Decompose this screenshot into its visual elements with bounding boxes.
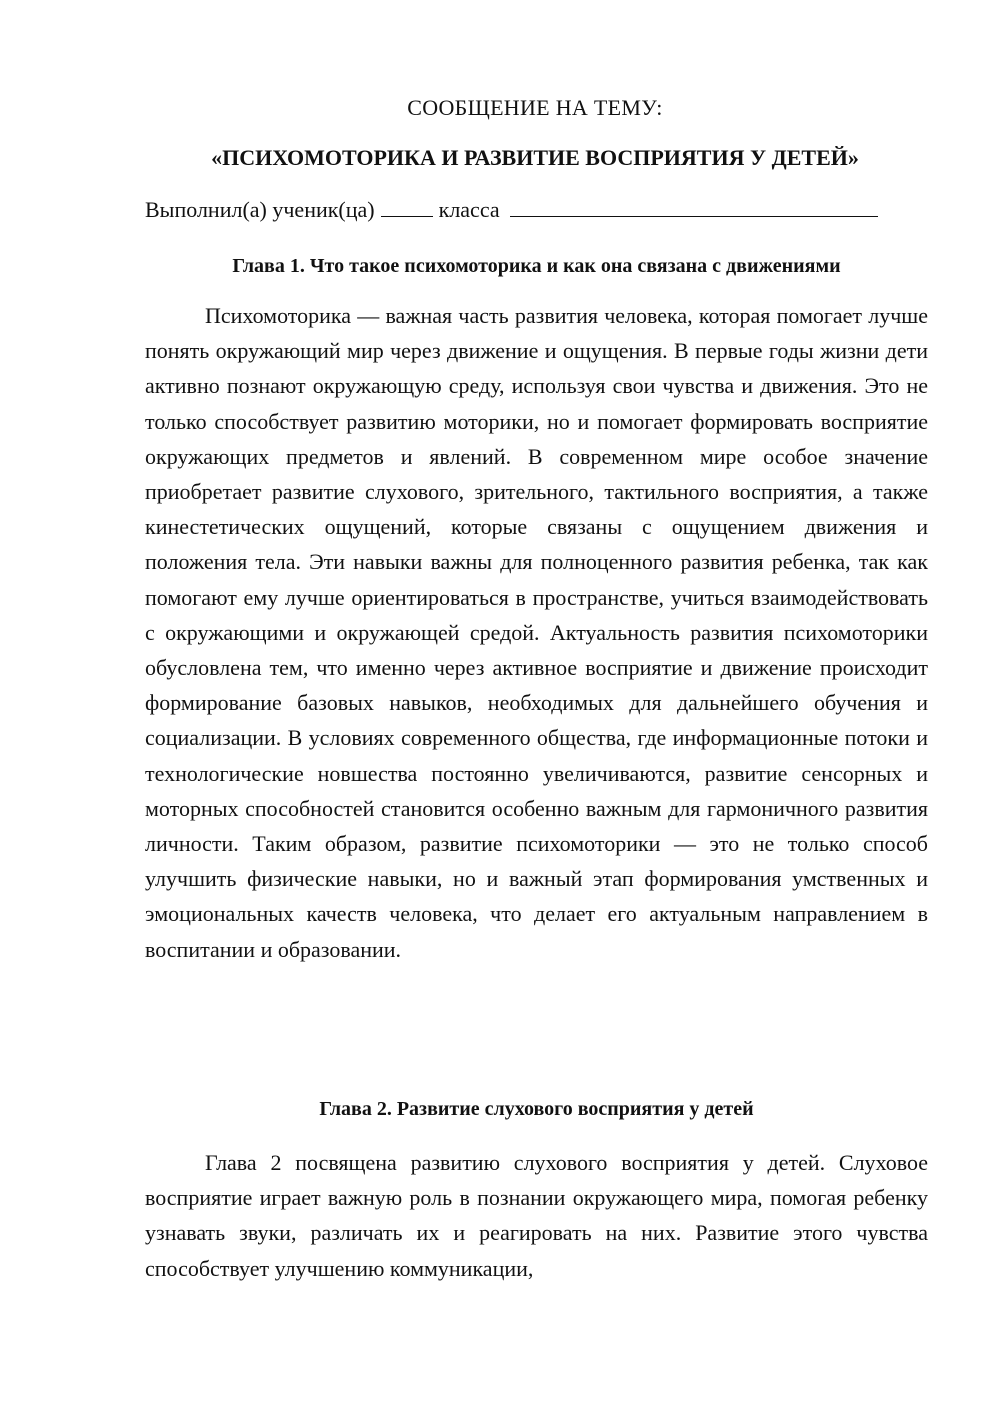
class-number-blank: [381, 198, 433, 217]
chapter-1-paragraph: Психомоторика — важная часть развития человека, которая помогает лучше понять окружающий мир через движение и ощущения. В первые годы жизни дети активно познают окружающую среду, используя свои чувства и движения. Это не только способствует развитию моторики, но и помогает формировать восприятие окружающих предметов и явлений. В современном мире особое значение приобретает развитие слухового, зрительного, тактильного восприятия, а также кинестетических ощущений, которые связаны с ощущением движения и положения тела. Эти навыки важны для полноценного развития ребенка, так как помогают ему лучше ориентироваться в пространстве, учиться взаимодействовать с окружающими и окружающей средой. Актуальность развития психомоторики обусловлена тем, что именно через активное восприятие и движение происходит формирование базовых навыков, необходимых для дальнейшего обучения и социализации. В условиях современного общества, где информационные потоки и технологические новшества постоянно увеличиваются, развитие сенсорных и моторных способностей становится особенно важным для гармоничного развития личности. Таким образом, развитие психомоторики — это не только способ улучшить физические навыки, но и важный этап формирования умственных и эмоциональных качеств человека, что делает его актуальным направлением в воспитании и образовании.: [145, 303, 928, 962]
chapter-2-paragraph: Глава 2 посвящена развитию слухового восприятия у детей. Слуховое восприятие играет важную роль в познании окружающего мира, помогая ребенку узнавать звуки, различать их и реагировать на них. Развитие этого чувства способствует улучшению коммуникации,: [145, 1150, 928, 1281]
author-name-blank: [510, 198, 878, 217]
title-line-2: «ПСИХОМОТОРИКА И РАЗВИТИЕ ВОСПРИЯТИЯ У ДЕТЕЙ»: [211, 145, 859, 170]
chapter-1-heading: Глава 1. Что такое психомоторика и как она связана с движениями: [232, 255, 841, 277]
author-prefix: Выполнил(а) ученик(ца): [145, 197, 375, 222]
author-line: [145, 197, 945, 223]
class-label: класса: [438, 197, 500, 222]
title-line-1: СООБЩЕНИЕ НА ТЕМУ:: [407, 95, 663, 120]
chapter-2-heading: Глава 2. Развитие слухового восприятия у детей: [319, 1098, 754, 1120]
